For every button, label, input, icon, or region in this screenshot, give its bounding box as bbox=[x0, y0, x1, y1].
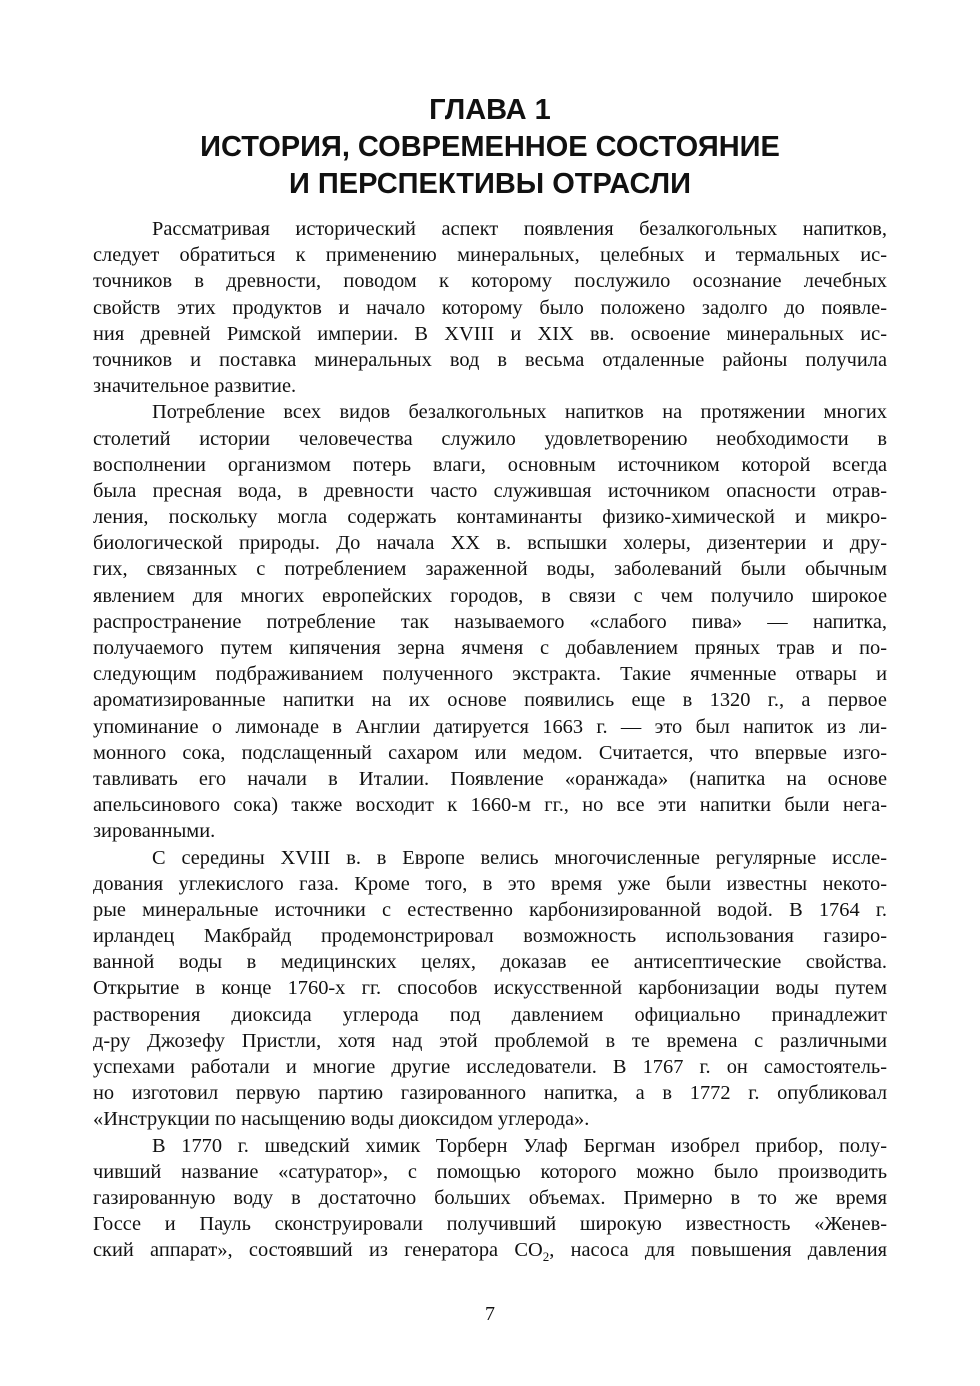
text-line: была пресная вода, в древности часто служившая источником опасности отрав- bbox=[93, 479, 887, 502]
text-line: свойств этих продуктов и начало которому было положено задолго до появле- bbox=[93, 296, 887, 319]
text-line: тавливать его начали в Италии. Появление «оранжада» (напитка на основе bbox=[93, 767, 887, 790]
text-line: значительное развитие. bbox=[93, 375, 297, 398]
text-line: В 1770 г. шведский химик Торберн Улаф Бергман изобрел прибор, полу- bbox=[152, 1134, 887, 1157]
text-line: восполнении организмом потерь влаги, основным источником которой всегда bbox=[93, 453, 887, 476]
text-line: рые минеральные источники с естественно карбонизированной водой. В 1764 г. bbox=[93, 898, 887, 921]
text-line: зированными. bbox=[93, 820, 216, 843]
text-line: ления, поскольку могла содержать контаминанты физико-химической и микро- bbox=[93, 506, 887, 529]
text-line: монного сока, подслащенный сахаром или медом. Считается, что впервые изго- bbox=[93, 741, 887, 764]
text-line: дования углекислого газа. Кроме того, в это время уже были известны некото- bbox=[93, 872, 887, 895]
text-line: Открытие в конце 1760-х гг. способов искусственной карбонизации воды путем bbox=[93, 977, 887, 1000]
text-line: Госсе и Пауль сконструировали получивший широкую известность «Женев- bbox=[93, 1213, 887, 1236]
paragraph bbox=[93, 399, 887, 844]
text-line: гих, связанных с потреблением зараженной воды, заболеваний были обычным bbox=[93, 558, 887, 581]
text-line: точников в древности, поводом к которому послужило осознание лечебных bbox=[93, 270, 887, 293]
text-line: упоминание о лимонаде в Англии датируется 1663 г. — это был напиток из ли- bbox=[93, 715, 887, 738]
text-line: чивший название «сатуратор», с помощью которого можно было производить bbox=[93, 1160, 887, 1183]
text-line: ароматизированные напитки на их основе появились еще в 1320 г., а первое bbox=[93, 689, 887, 712]
chapter-heading bbox=[92, 92, 888, 203]
text-line: растворения диоксида углерода под давлением официально принадлежит bbox=[93, 1003, 887, 1026]
page-number: 7 bbox=[485, 1303, 495, 1325]
paragraph bbox=[93, 1133, 887, 1264]
text-line: ванной воды в медицинских целях, доказав ее антисептические свойства. bbox=[93, 951, 887, 974]
body-text bbox=[93, 216, 887, 1264]
text-line bbox=[93, 1237, 887, 1263]
text-line: но изготовил первую партию газированного напитка, а в 1772 г. опубликовал bbox=[93, 1082, 887, 1105]
chapter-title-line: ИСТОРИЯ, СОВРЕМЕННОЕ СОСТОЯНИЕ bbox=[200, 131, 780, 163]
text-line: явлением для многих европейских городов, в связи с чем получило широкое bbox=[93, 584, 887, 607]
text-fragment: , насоса для повышения давления bbox=[549, 1239, 887, 1262]
text-line: С середины XVIII в. в Европе велись многочисленные регулярные иссле- bbox=[152, 846, 887, 869]
text-line: газированную воду в достаточно больших объемах. Примерно в то же время bbox=[93, 1186, 887, 1209]
paragraph bbox=[93, 216, 887, 399]
text-line: следует обратиться к применению минеральных, целебных и термальных ис- bbox=[93, 244, 887, 267]
chapter-title-line: И ПЕРСПЕКТИВЫ ОТРАСЛИ bbox=[289, 168, 691, 200]
chapter-number: ГЛАВА 1 bbox=[429, 94, 551, 126]
subscript: 2 bbox=[542, 1249, 550, 1265]
text-line: Рассматривая исторический аспект появления безалкогольных напитков, bbox=[152, 218, 887, 240]
text-line: ния древней Римской империи. В XVIII и XIX вв. освоение минеральных ис- bbox=[93, 322, 887, 345]
text-line: успехами работали и многие другие исследователи. В 1767 г. он самостоятель- bbox=[93, 1056, 887, 1078]
text-fragment: ский аппарат», состоявший из генератора CO bbox=[93, 1239, 543, 1262]
text-line: д-ру Джозефу Пристли, хотя над этой проблемой в те времена с различными bbox=[93, 1029, 887, 1052]
text-line: апельсинового сока) также восходит к 1660-м гг., но все эти напитки были нега- bbox=[93, 794, 887, 817]
text-line: Потребление всех видов безалкогольных напитков на протяжении многих bbox=[152, 401, 887, 424]
text-line: биологической природы. До начала XX в. вспышки холеры, дизентерии и дру- bbox=[93, 532, 887, 555]
text-line: распространение потребление так называемого «слабого пива» — напитка, bbox=[93, 610, 887, 633]
text-line: столетий истории человечества служило удовлетворению необходимости в bbox=[93, 427, 887, 450]
text-line: «Инструкции по насыщению воды диоксидом углерода». bbox=[93, 1108, 590, 1131]
text-line: получаемого путем кипячения зерна ячменя с добавлением пряных трав и по- bbox=[93, 637, 887, 659]
text-line: ирландец Макбрайд продемонстрировал возможность использования газиро- bbox=[93, 925, 887, 948]
text-line: точников и поставка минеральных вод в весьма отдаленные районы получила bbox=[93, 348, 887, 371]
paragraph bbox=[93, 845, 887, 1133]
text-line: следующим подбраживанием полученного экстракта. Такие ячменные отвары и bbox=[93, 663, 887, 686]
